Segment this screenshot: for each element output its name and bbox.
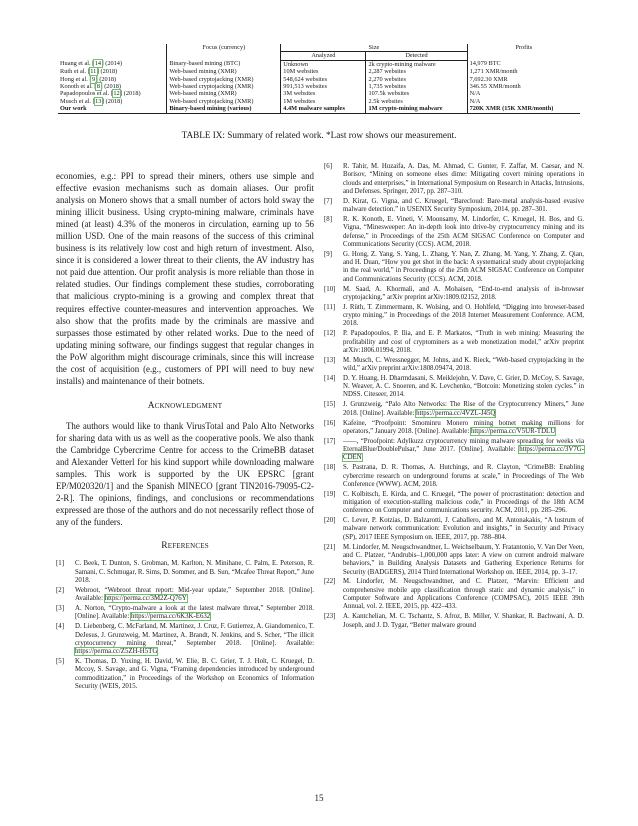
reference-number: [23] xyxy=(324,613,336,621)
reference-item xyxy=(324,198,584,215)
reference-number: [6] xyxy=(324,163,332,170)
cell-work: Ruth et al. [11] (2018) xyxy=(60,68,118,76)
cell-detected: 2k crypto-mining malware xyxy=(366,60,467,68)
cell-detected: 2,287 websites xyxy=(366,68,467,75)
reference-item xyxy=(56,560,314,585)
reference-number: [4] xyxy=(56,623,64,631)
acknowledgment-heading: Acknowledgment xyxy=(147,400,223,411)
reference-text: D. Y. Huang, H. Dharmdasani, S. Meiklejohn, V. Dave, C. Grier, D. McCoy, S. Savage, N. Weaver, A. C. Snoeren, and K. Levchenko, “Botcoin: Monetizing stolen cycles.” in NDSS. Citeseer, 2014. xyxy=(343,374,584,399)
table-row-our-work xyxy=(58,105,580,113)
cell-profits: N/A xyxy=(467,98,580,105)
reference-text: P. Papadopoulos, P. Ilia, and E. P. Markatos, “Truth in web mining: Measuring the profitability and cost of cryptominers as a web monetization model,” arXiv preprint arXiv:1806.01994, 2018. xyxy=(343,330,584,354)
reference-item xyxy=(324,163,584,196)
reference-text: R. K. Konoth, E. Vineti, V. Moonsamy, M. Lindorfer, C. Kruegel, H. Bos, and G. Vigna, “Minesweeper: An in-depth look into drive-by cryptocurrency mining and its defense,” in Proceedings of the 25th ACM SIGSAC Conference on Computer and Communications Security (CCS). ACM, 2018. xyxy=(343,215,584,248)
reference-number: [16] xyxy=(324,419,336,427)
cell-focus: Binary-based mining (BTC) xyxy=(167,60,281,68)
reference-text: G. Hong, Z. Yang, S. Yang, L. Zhang, Y. Nan, Z. Zhang, M. Yang, Y. Zhang, Z. Qian, and H. Duan, “How you get shot in the back: A systematical study about cryptojacking in the real world,” in Proceedings of the 25th ACM SIGSAC Conference on Computer and Communications Security (CCS). ACM, 2018. xyxy=(343,250,584,283)
reference-number: [9] xyxy=(324,250,332,258)
reference-number: [20] xyxy=(324,517,336,525)
reference-text: J. Rüth, T. Zimmermann, K. Wolsing, and O. Hohlfeld, “Digging into browser-based crypto mining,” in Proceedings of the 2018 Internet Measurement Conference. ACM, 2018. xyxy=(343,303,584,328)
cell-work: Hong et al. [9] (2018) xyxy=(60,75,117,83)
related-work-table xyxy=(58,44,580,114)
references-heading: References xyxy=(161,541,209,552)
reference-number: [13] xyxy=(324,356,336,364)
cell-detected: 107.5k websites xyxy=(366,90,467,97)
reference-text: R. Tahir, M. Huzaifa, A. Das, M. Ahmad, C. Gunter, F. Zaffar, M. Caesar, and N. Borisov, “Mining on someone elses dime: Mitigating covert mining operations in clouds and enterprises,” in International Symposium on Research in Attacks, Intrusions, and Defenses. Springer, 2017, pp. 287–310. xyxy=(343,163,584,195)
table-row xyxy=(58,90,580,97)
reference-item xyxy=(324,613,584,630)
conclusion-paragraph: economies, e.g.: PPI to spread their miners, others use simple and effective evasion mechanisms such as domain aliases. Our profit analysis on Monero shows that a small number of actors hold sway the mining illicit business. Using crypto-mining malware, criminals have mined (at least) 4.3% of the moneros in circulation, earning up to 56 million USD. One of the main reasons of the success of this criminal business is its relatively low cost and high return of investment. Also, since it is considered a lower threat to their clients, the AV industry has not paid due attention. Our profit analysis is more reliable than those in related studies. Our findings complement these studies, corroborating that malicious crypto-mining is a growing and complex threat that requires effective counter-measures and intervention approaches. We also show that the profits made by the criminals are massive and surpasses those estimated by other related works. Due to the need of updating mining software, our findings suggest that regular changes in the PoW algorithm might discourage criminals, since this will increase the cost of acquisition (e.g., customers of PPI will need to buy new installs) and maintenance of their botnets. xyxy=(56,171,314,386)
reference-text: M. Saad, A. Khormali, and A. Mohaisen, “End-to-end analysis of in-browser cryptojacking,” arXiv preprint arXiv:1809.02152, 2018. xyxy=(343,285,584,301)
reference-item xyxy=(324,286,584,303)
reference-number: [17] xyxy=(324,437,336,445)
reference-text: A. Kantchelian, M. C. Tschantz, S. Afroz, B. Miller, V. Shankar, R. Bachwani, A. D. Joseph, and J. D. Tygar, “Better malware ground xyxy=(343,613,584,629)
cell-analyzed: Unknown xyxy=(281,60,366,68)
reference-number: [1] xyxy=(56,560,64,568)
reference-item xyxy=(324,357,584,374)
reference-item xyxy=(324,491,584,516)
reference-number: [19] xyxy=(324,490,336,498)
reference-number: [3] xyxy=(56,605,64,613)
citation-link[interactable]: 8 xyxy=(96,83,101,91)
references-list-right xyxy=(324,163,584,631)
reference-url-link[interactable]: https://perma.cc/3M2Z-Q76Y xyxy=(104,595,187,603)
reference-text: Webroot, “Webroot threat report: Mid-year update,” September 2018. [Online]. Available: xyxy=(75,586,314,603)
table-header-row-1 xyxy=(58,44,580,52)
table-row xyxy=(58,68,580,75)
reference-text: Kafeine, “Proofpoint: Smominru Monero mining botnet making millions for operators,” January 2018. [Online]. Available: xyxy=(343,419,584,435)
cell-analyzed: 1M websites xyxy=(281,98,366,105)
reference-number: [7] xyxy=(324,197,332,205)
reference-item xyxy=(56,623,314,656)
reference-text: J. Grunzweig, “Palo Alto Networks: The Rise of the Cryptocurrency Miners,” June 2018. [Online]. Available: xyxy=(343,401,584,417)
cell-focus: Web-based cryptojacking (XMR) xyxy=(167,83,281,90)
citation-link[interactable]: 9 xyxy=(91,75,96,83)
reference-url-link[interactable]: https://perma.cc/4VZL-J45Q xyxy=(416,409,496,417)
table-row xyxy=(58,98,580,105)
cell-focus: Web-based mining (XMR) xyxy=(167,68,281,75)
reference-text: D. Liebenberg, C. McFarland, M. Martinez, J. Cruz, F. Gutierrez, A. Giandomenico, T. DeJesus, J. Grunzweig, M. Martinez, A. Brandt, N. Jenkins, and S. Scher, “The illicit cryptocurrency mining threat,” September 2018. [Online]. Available: xyxy=(75,623,314,647)
cell-analyzed: 3M websites xyxy=(281,90,366,97)
cell-work: Papadopoulos et al. [12] (2018) xyxy=(60,90,141,98)
cell-work: Huang et al. [14] (2014) xyxy=(60,60,123,68)
header-detected: Detected xyxy=(366,52,467,60)
reference-text: M. Lindorfer, M. Neugschwandtner, and C. Platzer, “Marvin: Efficient and comprehensive mobile app classification through static and dynamic analysis,” in Computer Software and Applications Conference (COMPSAC), 2015 IEEE 39th Annual, vol. 2. IEEE, 2015, pp. 422–433. xyxy=(343,578,584,611)
cell-analyzed: 4.4M malware samples xyxy=(281,105,366,113)
cell-detected: 2,270 websites xyxy=(366,76,467,83)
reference-item xyxy=(324,578,584,611)
reference-number: [5] xyxy=(56,658,64,665)
header-size: Size xyxy=(281,44,467,52)
left-column xyxy=(56,170,314,693)
reference-number: [15] xyxy=(324,401,336,409)
reference-text: C. Beek, T. Dunton, S. Grobman, M. Karlton, N. Minihane, C. Palm, E. Peterson, R. Samani, C. Schmugar, R. Sims, D. Sommer, and B. Sun, “Mcafee Threat Report,” June 2018. xyxy=(75,560,314,584)
reference-url-link[interactable]: https://perma.cc/3V7G-CDEN xyxy=(343,446,584,462)
reference-item xyxy=(56,605,314,622)
reference-item xyxy=(324,420,584,437)
reference-number: [8] xyxy=(324,215,332,223)
reference-item xyxy=(324,544,584,577)
reference-number: [22] xyxy=(324,578,336,586)
table-row xyxy=(58,76,580,83)
acknowledgment-paragraph: The authors would like to thank VirusTotal and Palo Alto Networks for sharing data with us as well as the cooperative pools. We also thank the Cambridge Cybercrime Centre for access to the CrimeBB dataset and Alexander Vetterl for his kind support while downloading malware samples. This work is supported by the UK EPSRC [grant EP/M020320/1] and the Spanish MINECO [grant TIN2016-79095-C2-2-R]. The opinions, findings, and conclusions or recommendations expressed are those of the authors and do not necessarily reflect those of any of the funders. xyxy=(56,420,314,528)
reference-text: C. Kolbitsch, E. Kirda, and C. Kruegel, “The power of procrastination: detection and mitigation of execution-stalling malicious code,” in Proceedings of the 18th ACM conference on Computer and communications security. ACM, 2011, pp. 285–296. xyxy=(343,490,584,515)
references-list-left xyxy=(56,560,314,691)
reference-number: [12] xyxy=(324,330,336,338)
reference-number: [21] xyxy=(324,543,336,551)
reference-item xyxy=(324,251,584,284)
cell-profits: 1,271 XMR/month xyxy=(467,68,580,75)
reference-item xyxy=(56,587,314,604)
reference-url-link[interactable]: https://perma.cc/Z5ZH-H5TG xyxy=(75,648,158,656)
cell-profits: 720K XMR (15K XMR/month) xyxy=(467,105,580,113)
header-profits: Profits xyxy=(467,44,580,60)
cell-work: Musch et al. [13] (2018) xyxy=(60,97,123,105)
reference-number: [14] xyxy=(324,374,336,382)
reference-number: [18] xyxy=(324,464,336,472)
reference-item xyxy=(324,401,584,418)
cell-work: Our work xyxy=(58,105,167,113)
table-caption: TABLE IX: Summary of related work. *Last row shows our measurement. xyxy=(181,130,457,140)
reference-item xyxy=(56,658,314,691)
reference-text: D. Kirat, G. Vigna, and C. Kruegel, “Barecloud: Bare-metal analysis-based evasive malware detection.” in USENIX Security Symposium, 2014, pp. 287–301. xyxy=(343,197,584,214)
reference-url-link[interactable]: https://perma.cc/6K3K-E632 xyxy=(130,613,211,621)
citation-link[interactable]: 12 xyxy=(113,90,120,98)
cell-focus: Binary-based mining (various) xyxy=(167,105,281,113)
reference-text: M. Lindorfer, M. Neugschwandtner, L. Weichselbaum, Y. Fratantonio, V. Van Der Veen, and C. Platzer, “Andrubis–1,000,000 apps later: A view on current android malware behaviors,” in Building Analysis Datasets and Gathering Experience Returns for Security (BADGERS), 2014 Third International Workshop on. IEEE, 2014, pp. 3–17. xyxy=(343,543,584,576)
header-analyzed: Analyzed xyxy=(281,52,366,60)
cell-profits: 7,692.30 XMR xyxy=(467,76,580,83)
cell-analyzed: 548,624 websites xyxy=(281,76,366,83)
citation-link[interactable]: 11 xyxy=(90,68,97,76)
cell-profits: 14,979 BTC xyxy=(467,60,580,68)
reference-text: S. Pastrana, D. R. Thomas, A. Hutchings, and R. Clayton, “CrimeBB: Enabling cybercrime research on underground forums at scale,” in Proceedings of The Web Conference (WWW). ACM, 2018. xyxy=(343,464,584,488)
cell-focus: Web-based mining (XMR) xyxy=(167,90,281,97)
cell-detected: 1,735 websites xyxy=(366,83,467,90)
reference-item xyxy=(324,304,584,329)
reference-text: M. Musch, C. Wressnegger, M. Johns, and K. Rieck, “Web-based cryptojacking in the wild,” arXiv preprint arXiv:1808.09474, 2018. xyxy=(343,356,584,372)
reference-item xyxy=(324,517,584,542)
cell-profits: N/A xyxy=(467,90,580,97)
reference-text: C. Lever, P. Kotzias, D. Balzarotti, J. Caballero, and M. Antonakakis, “A lustrum of malware network communication: Evolution and insights,” in Security and Privacy (SP), 2017 IEEE Symposium on. IEEE, 2017, pp. 788–804. xyxy=(343,517,584,541)
cell-profits: 346.55 XMR/month xyxy=(467,83,580,90)
table-row xyxy=(58,60,580,68)
reference-item xyxy=(324,438,584,463)
page-number: 15 xyxy=(314,793,324,803)
reference-item xyxy=(324,375,584,400)
reference-item xyxy=(324,216,584,249)
reference-url-link[interactable]: https://perma.cc/V5UR-TDLU xyxy=(470,427,556,435)
cell-analyzed: 10M websites xyxy=(281,68,366,75)
cell-focus: Web-based cryptojacking (XMR) xyxy=(167,98,281,105)
citation-link[interactable]: 13 xyxy=(95,97,102,105)
cell-analyzed: 991,513 websites xyxy=(281,83,366,90)
reference-text: A. Norton, “Crypto-malware a look at the latest malware threat,” September 2018. [Online]. Available: xyxy=(75,605,314,621)
cell-work: Konoth et al. [8] (2018) xyxy=(60,83,121,91)
reference-item xyxy=(324,464,584,489)
reference-text: ——, “Proofpoint: Adylkuzz cryptocurrency mining malware spreading for weeks via EternalBlue/DoublePulsar,” June 2017. [Online]. Available: xyxy=(343,437,584,454)
cell-focus: Web-based cryptojacking (XMR) xyxy=(167,76,281,83)
cell-detected: 2.5k websites xyxy=(366,98,467,105)
reference-text: K. Thomas, D. Yuxing, H. David, W. Elie, B. C. Grier, T. J. Holt, C. Kruegel, D. Mccoy, S. Savage, and G. Vigna, “Framing dependencies introduced by underground commoditization,” in Proceedings of the Workshop on Economics of Information Security (WEIS, 2015. xyxy=(75,658,314,690)
cell-detected: 1M crypto-mining malware xyxy=(366,105,467,113)
reference-number: [10] xyxy=(324,285,336,293)
header-focus: Focus (currency) xyxy=(167,44,281,60)
citation-link[interactable]: 14 xyxy=(94,60,102,68)
reference-number: [2] xyxy=(56,586,64,594)
reference-number: [11] xyxy=(324,303,336,311)
reference-item xyxy=(324,330,584,355)
